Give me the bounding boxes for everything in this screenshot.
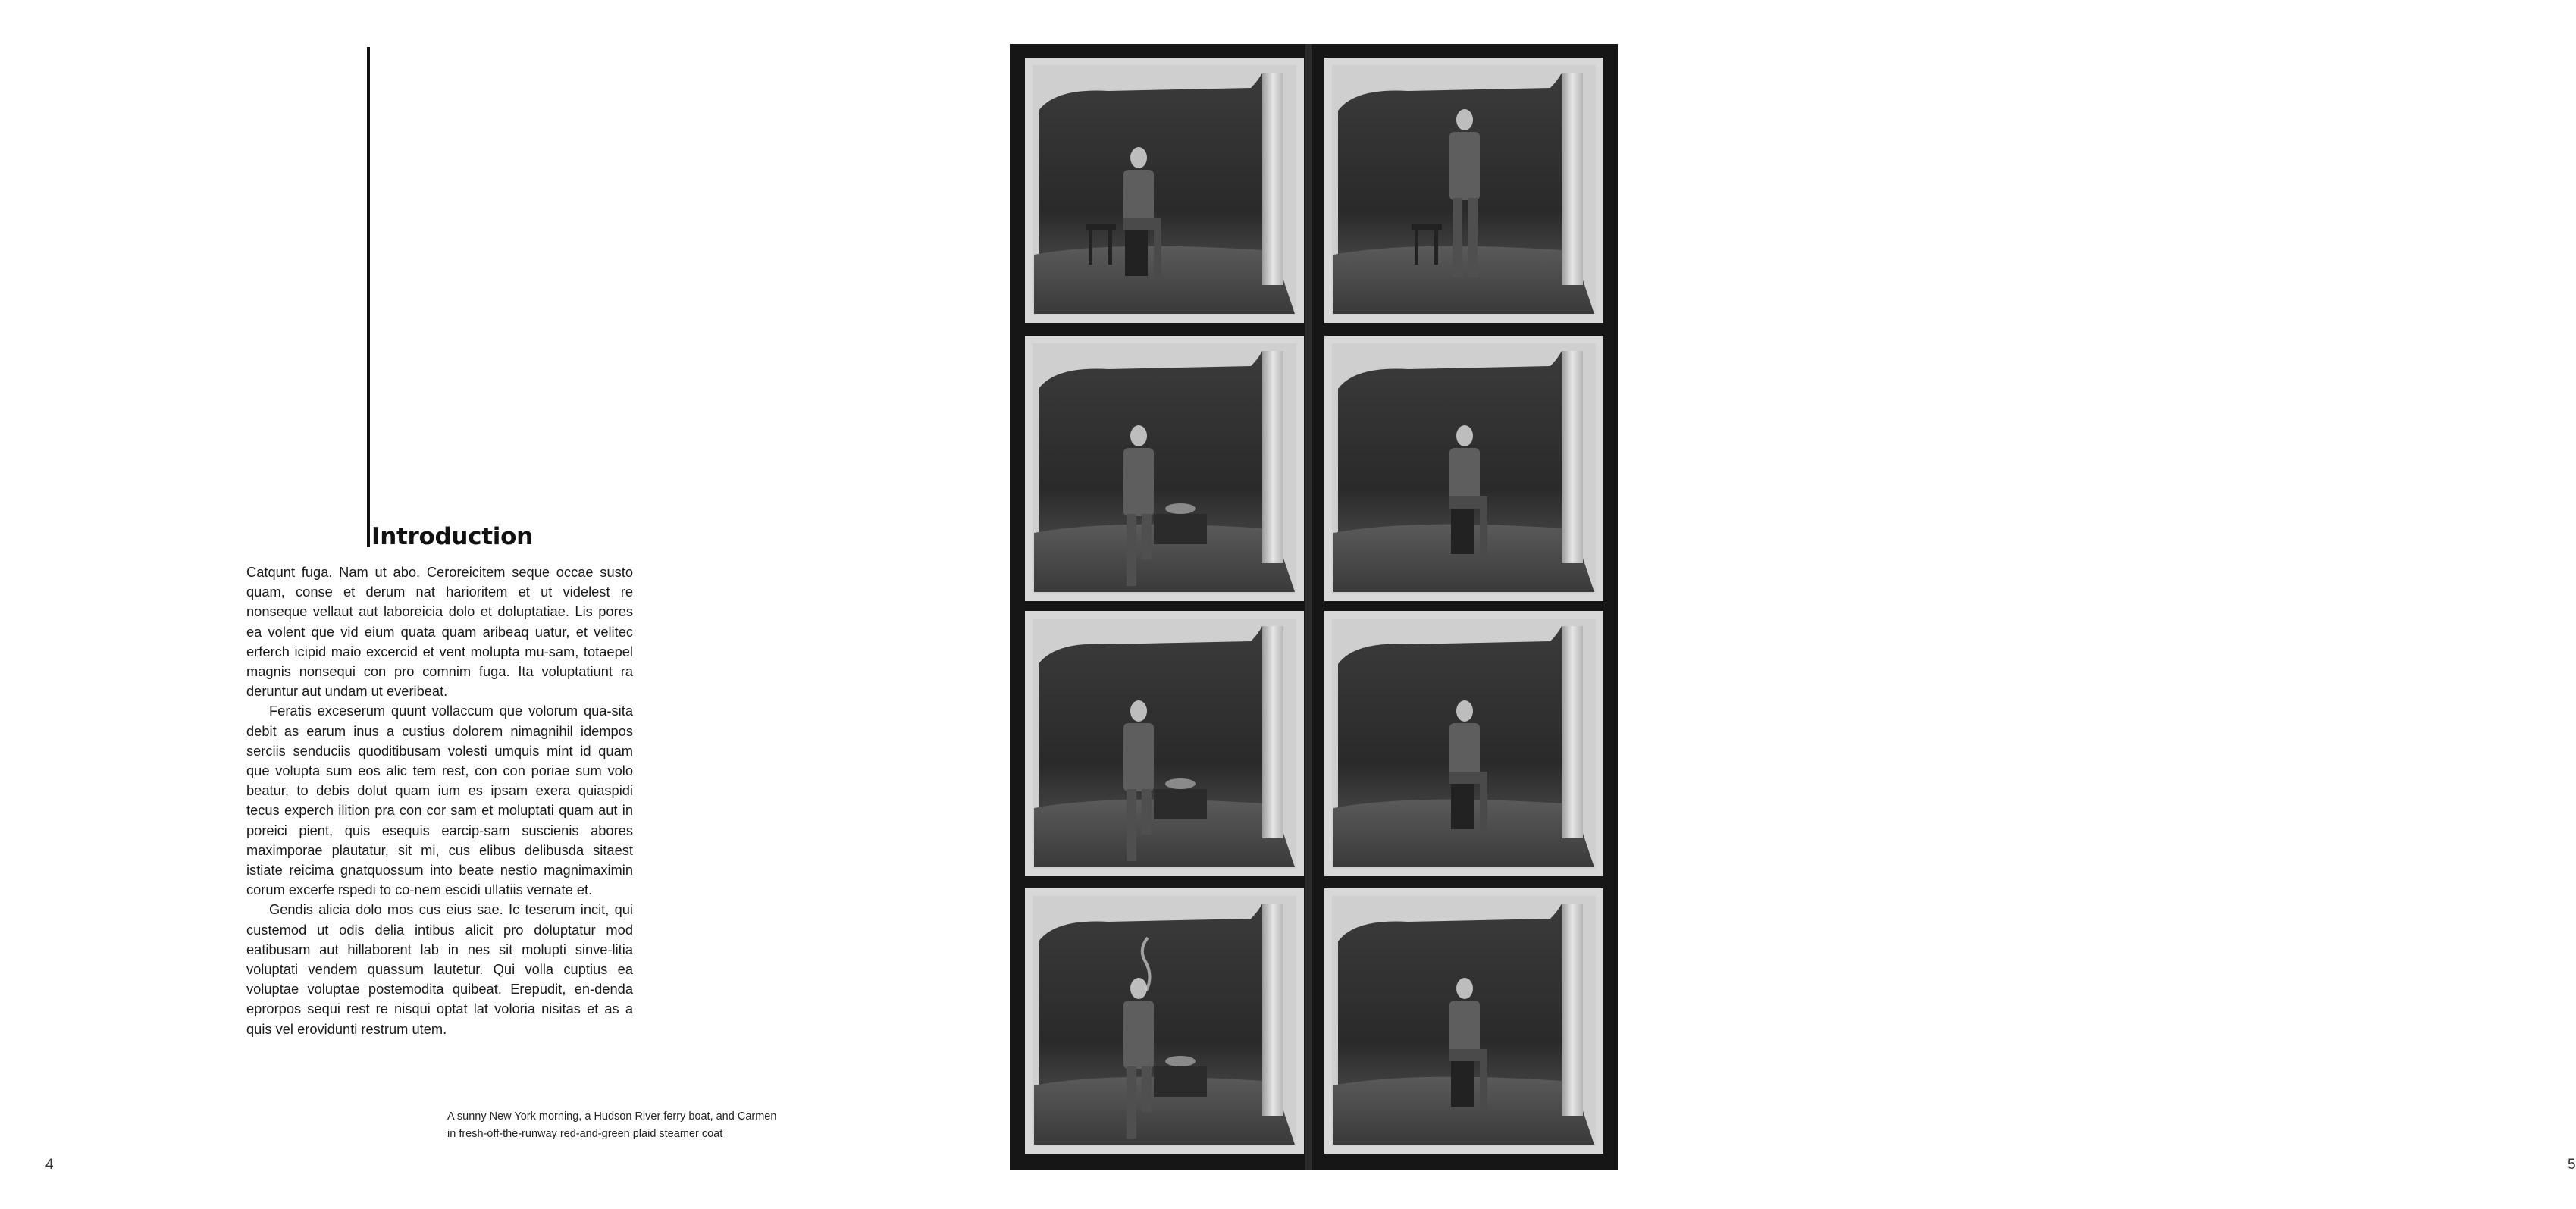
- figure-body: [1123, 170, 1154, 223]
- contact-frame: [1324, 58, 1603, 323]
- contact-frame: [1324, 336, 1603, 601]
- figure-head: [1130, 147, 1147, 168]
- figure-head: [1130, 700, 1147, 722]
- contact-frame: [1025, 58, 1304, 323]
- section-heading: Introduction: [371, 523, 533, 550]
- contact-frame: [1324, 611, 1603, 876]
- figure-body: [1449, 132, 1480, 200]
- figure-body: [1449, 448, 1480, 501]
- contact-frame: [1025, 888, 1304, 1154]
- figure-body: [1123, 448, 1154, 516]
- contact-sheet-image: [1010, 44, 1618, 1170]
- left-page: [0, 0, 873, 1209]
- figure-head: [1130, 978, 1147, 999]
- figure-body: [1449, 723, 1480, 776]
- contact-frame: [1025, 336, 1304, 601]
- figure-body: [1123, 723, 1154, 791]
- page-number-right: 5: [2568, 1157, 2576, 1173]
- suitcase: [1154, 1066, 1207, 1097]
- suitcase: [1154, 789, 1207, 819]
- figure-head: [1456, 700, 1473, 722]
- figure-head: [1456, 109, 1473, 130]
- caption-line: in fresh-off-the-runway red-and-green plaid steamer coat: [447, 1128, 723, 1140]
- figure-head: [1456, 978, 1473, 999]
- paragraph: Catqunt fuga. Nam ut abo. Ceroreicitem seque occae susto quam, conse et derum nat harioritem et ut videlest re nonseque vellaut aut laboreicia dolo et doluptatiae. Lis pores ea volent que vid eium quata quam aribeaq uatur, et velitec erferch icipid maio excercid et vent molupta mu-sam, totaepel magnis nonsequi con pro comnim fuga. Ita voluptatiunt ra deruntur aut undam ut everibeat.: [246, 564, 633, 700]
- contact-frame: [1324, 888, 1603, 1154]
- body-text: [246, 562, 633, 1039]
- contact-frame: [1025, 611, 1304, 876]
- figure-head: [1456, 425, 1473, 446]
- figure-body: [1449, 1001, 1480, 1054]
- paragraph: Feratis exceserum quunt vollaccum que volorum qua-sita debit as earum inus a custius dolorem nimagnihil idempos serciis senduciis quoditibusam volesti umquis mint id quam que volupta sum eos alic tem rest, con con poriae sum volo beatur, to debis dolut quam ium es ipsam exera quiaspidi tecus experch ilition pra con cor sam et moluptati quam aut in poreici pient, quis esequis earcip-sam suscienis abores maximporae plautatur, sit mi, cus elibus delibusda sitaest istiate reicima gnatquossum into beate nestio magnimaximin corum excerfe rspedi to co-nem escidi ullatiis vernate et.: [246, 703, 633, 898]
- photo-caption: [447, 1108, 819, 1143]
- caption-line: A sunny New York morning, a Hudson River ferry boat, and Carmen: [447, 1110, 777, 1123]
- page-number-left: 4: [45, 1157, 54, 1173]
- suitcase: [1154, 514, 1207, 544]
- paragraph: Gendis alicia dolo mos cus eius sae. Ic teserum incit, qui custemod ut odis delia intibus alicit pro doluptatur mod eatibusam aut hillaborent lab in nes sit molupti sinve-litia voluptati vendem quassum lautetur. Qui volla cuptius ea voluptae voluptae postemodita quibeat. Erepudit, en-denda eprorpos sequi rest re nisqui optat lat voloria nisitas et as a quis vel erovidunti restrum utem.: [246, 901, 633, 1037]
- contact-sheet-photo: [1010, 44, 1618, 1170]
- figure-body: [1123, 1001, 1154, 1069]
- figure-head: [1130, 425, 1147, 446]
- vertical-rule: [367, 47, 370, 547]
